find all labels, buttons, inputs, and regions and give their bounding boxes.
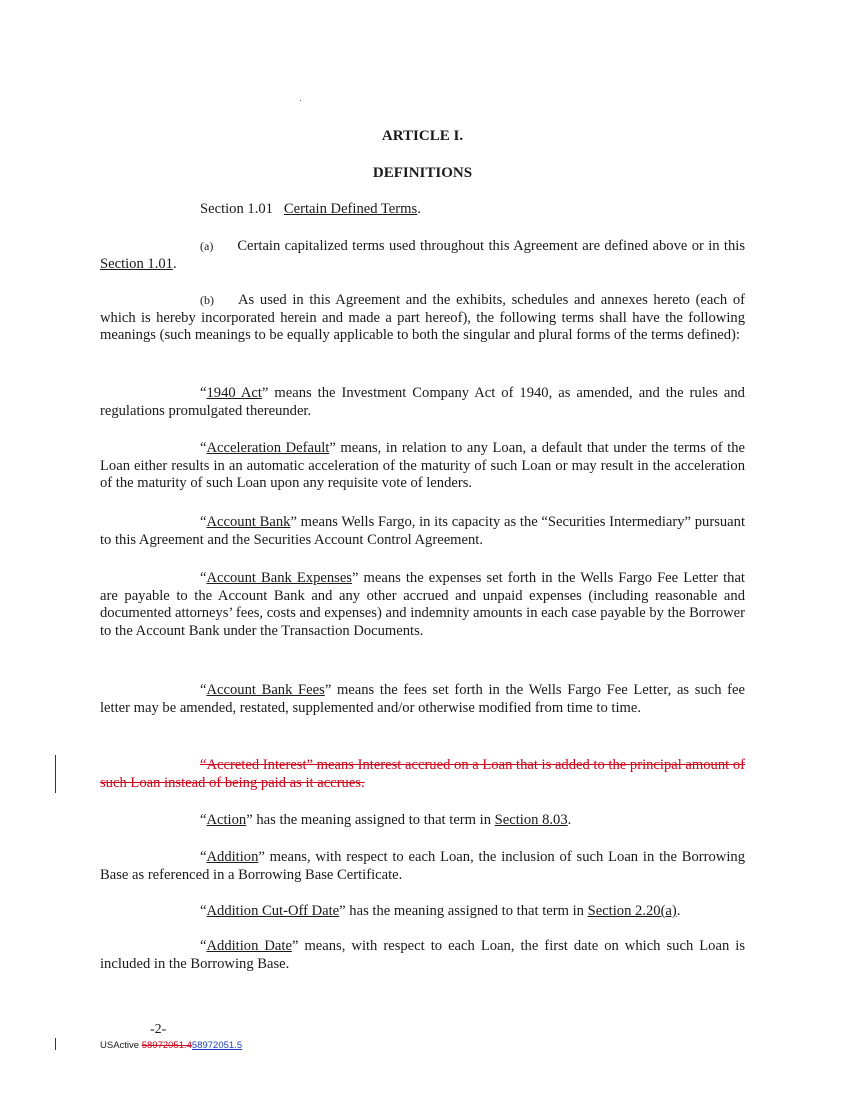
new-doc-id: 58972051.5	[191, 1040, 243, 1051]
article-title: ARTICLE I.	[381, 128, 464, 144]
definition-account-bank: “Account Bank” means Wells Fargo, in its capacity as the “Securities Intermediary” pursuant to this Agreement and the Securities Account Control Agreement.	[100, 514, 745, 548]
defined-term: Account Bank Fees	[206, 682, 325, 698]
section-ref: Section 8.03	[494, 812, 568, 828]
paragraph-b	[100, 292, 745, 345]
deleted-text: “Accreted Interest” means Interest accrued on a Loan that is added to the principal amount of such Loan instead of being paid as it accrues.	[100, 757, 746, 791]
definition-acceleration-default: “Acceleration Default” means, in relation to any Loan, a default that under the terms of the Loan either results in an automatic acceleration of the maturity of such Loan or may result in the acceleration of the maturity of such Loan upon any requisite vote of lenders.	[100, 440, 746, 492]
definition-text: ” has the meaning assigned to that term in	[246, 812, 495, 828]
defined-term: Addition Cut-Off Date	[206, 903, 340, 919]
page-number: -2-	[150, 1022, 167, 1037]
change-bar	[55, 755, 56, 793]
definition-tail: .	[676, 903, 681, 919]
document-id	[100, 1040, 242, 1051]
definition-account-bank-fees: “Account Bank Fees” means the fees set forth in the Wells Fargo Fee Letter, as such fee letter may be amended, restated, supplemented and/or otherwise modified from time to time.	[100, 682, 745, 716]
defined-term: Acceleration Default	[206, 440, 330, 456]
para-b-text: As used in this Agreement and the exhibits, schedules and annexes hereto (each of which is hereby incorporated herein and made a part hereof), the following terms shall have the following meanings (such meanings to be equally applicable to both the singular and plural forms of the terms defined):	[100, 292, 745, 344]
definition-addition: “Addition” means, with respect to each Loan, the inclusion of such Loan in the Borrowing Base as referenced in a Borrowing Base Certificate.	[100, 849, 745, 883]
definition-account-bank-expenses: “Account Bank Expenses” means the expenses set forth in the Wells Fargo Fee Letter that are payable to the Account Bank and any other accrued and unpaid expenses (including reasonable and documented attorneys’ fees, costs and expenses) and indemnity amounts in each case payable by the Borrower to the Account Bank under the Transaction Documents.	[100, 570, 745, 639]
stray-mark	[300, 100, 301, 101]
definition-text: ” means the fees set forth in the Wells Fargo Fee Letter, as such fee letter may be amended, restated, supplemented and/or otherwise modified from time to time.	[100, 682, 745, 716]
section-number: Section 1.01	[200, 201, 273, 217]
defined-term: 1940 Act	[206, 385, 262, 401]
article-subtitle: DEFINITIONS	[372, 165, 473, 181]
definition-text: ” means the expenses set forth in the Wells Fargo Fee Letter that are payable to the Account Bank and any other accrued and unpaid expenses (including reasonable and documented attorneys’ fees, costs and expenses) and indemnity amounts in each case payable by the Borrower to the Account Bank under the Transaction Documents.	[100, 570, 745, 639]
definition-action: “Action” has the meaning assigned to that term in Section 8.03.	[200, 812, 572, 828]
para-a-text: Certain capitalized terms used throughout this Agreement are defined above or in this	[237, 238, 745, 254]
para-a-ref: Section 1.01	[100, 255, 173, 272]
definition-text: ” means, with respect to each Loan, the inclusion of such Loan in the Borrowing Base as referenced in a Borrowing Base Certificate.	[100, 849, 745, 883]
section-ref: Section 2.20(a)	[587, 903, 677, 919]
para-b-label: (b)	[200, 293, 214, 307]
definition-addition-cut-off-date: “Addition Cut-Off Date” has the meaning assigned to that term in Section 2.20(a).	[200, 903, 681, 919]
old-doc-id: 58972051.4	[141, 1040, 192, 1051]
change-bar-footer	[55, 1038, 56, 1050]
paragraph-a: (a) Certain capitalized terms used throughout this Agreement are defined above or in this Section 1.01.	[100, 238, 745, 272]
defined-term: Account Bank	[206, 514, 291, 530]
definition-text: ” means Wells Fargo, in its capacity as the “Securities Intermediary” pursuant to this Agreement and the Securities Account Control Agreement.	[100, 514, 745, 548]
definition-addition-date: “Addition Date” means, with respect to each Loan, the first date on which such Loan is included in the Borrowing Base.	[100, 938, 746, 972]
definition-text: ” has the meaning assigned to that term in	[339, 903, 588, 919]
para-a-label: (a)	[200, 239, 214, 253]
defined-term: Action	[206, 812, 247, 828]
definition-text: ” means the Investment Company Act of 1940, as amended, and the rules and regulations promulgated thereunder.	[100, 385, 745, 419]
definition-text: ” means, in relation to any Loan, a default that under the terms of the Loan either results in an automatic acceleration of the maturity of such Loan or may result in the acceleration of the maturity of such Loan upon any requisite vote of lenders.	[100, 440, 746, 492]
doc-prefix: USActive	[100, 1040, 142, 1051]
section-title: Certain Defined Terms	[283, 201, 418, 217]
definition-1940-act: “1940 Act” means the Investment Company Act of 1940, as amended, and the rules and regulations promulgated thereunder.	[100, 385, 745, 419]
definition-text: ” means, with respect to each Loan, the first date on which such Loan is included in the Borrowing Base.	[100, 938, 746, 972]
defined-term: Account Bank Expenses	[206, 570, 352, 586]
section-heading: Section 1.01 Certain Defined Terms.	[200, 201, 421, 217]
defined-term: Addition	[206, 849, 259, 865]
deleted-definition-accreted-interest	[100, 757, 745, 792]
defined-term: Addition Date	[206, 938, 292, 954]
definition-tail: .	[567, 812, 572, 828]
